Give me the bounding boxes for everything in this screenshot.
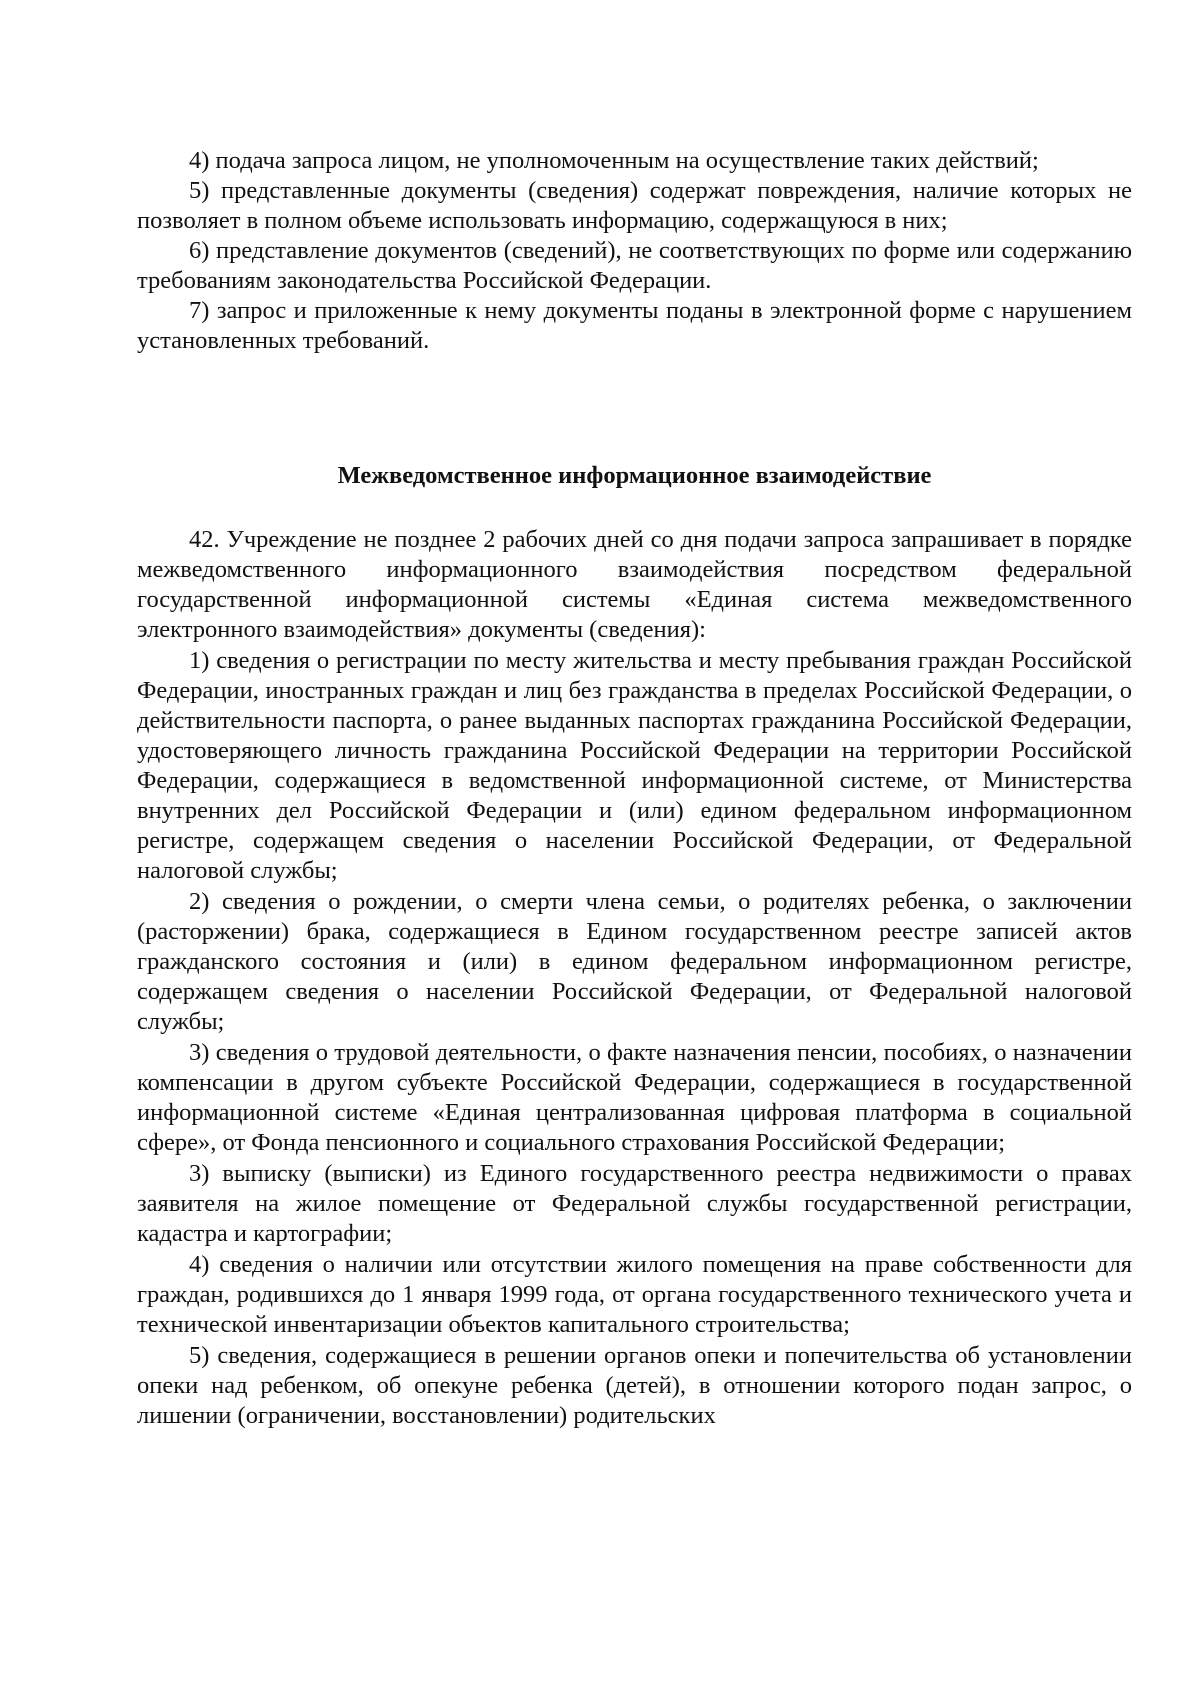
clause-item-3b: 3) выписку (выписки) из Единого государственного реестра недвижимости о правах заявителя на жилое помещение от Федеральной службы государственной регистрации, кадастра и картографии;	[137, 1160, 1132, 1247]
clause-item-1: 1) сведения о регистрации по месту жительства и месту пребывания граждан Российской Федерации, иностранных граждан и лиц без гражданства в пределах Российской Федерации, о действительности паспорта, о ранее выданных паспортах гражданина Российской Федерации, удостоверяющего личность гражданина Российской Федерации на территории Российской Федерации, содержащиеся в ведомственной информационной системе, от Министерства внутренних дел Российской Федерации и (или) едином федеральном информационном регистре, содержащем сведения о населении Российской Федерации, от Федеральной налоговой службы;	[137, 647, 1132, 884]
list-item-6: 6) представление документов (сведений), не соответствующих по форме или содержанию требованиям законодательства Российской Федерации.	[137, 237, 1132, 294]
clause-item-3a: 3) сведения о трудовой деятельности, о факте назначения пенсии, пособиях, о назначении компенсации в другом субъекте Российской Федерации, содержащиеся в государственной информационной системе «Единая централизованная цифровая платформа в социальной сфере», от Фонда пенсионного и социального страхования Российской Федерации;	[137, 1039, 1132, 1156]
section-body	[137, 525, 1132, 1432]
top-list	[137, 146, 1132, 356]
list-item-5: 5) представленные документы (сведения) содержат повреждения, наличие которых не позволяет в полном объеме использовать информацию, содержащуюся в них;	[137, 177, 1132, 234]
list-item-7: 7) запрос и приложенные к нему документы поданы в электронной форме с нарушением установленных требований.	[137, 297, 1132, 354]
section-heading: Межведомственное информационное взаимодействие	[337, 462, 932, 489]
list-item-4: 4) подача запроса лицом, не уполномоченным на осуществление таких действий;	[189, 147, 1039, 174]
clause-42: 42. Учреждение не позднее 2 рабочих дней со дня подачи запроса запрашивает в порядке межведомственного информационного взаимодействия посредством федеральной государственной информационной системы «Единая система межведомственного электронного взаимодействия» документы (сведения):	[137, 526, 1132, 643]
clause-item-4: 4) сведения о наличии или отсутствии жилого помещения на праве собственности для граждан, родившихся до 1 января 1999 года, от органа государственного технического учета и технической инвентаризации объектов капитального строительства;	[137, 1251, 1132, 1338]
clause-item-5: 5) сведения, содержащиеся в решении органов опеки и попечительства об установлении опеки над ребенком, об опекуне ребенка (детей), в отношении которого подан запрос, о лишении (ограничении, восстановлении) родительских	[137, 1342, 1132, 1429]
clause-item-2: 2) сведения о рождении, о смерти члена семьи, о родителях ребенка, о заключении (расторжении) брака, содержащиеся в Едином государственном реестре записей актов гражданского состояния и (или) в едином федеральном информационном регистре, содержащем сведения о населении Российской Федерации, от Федеральной налоговой службы;	[137, 888, 1132, 1035]
